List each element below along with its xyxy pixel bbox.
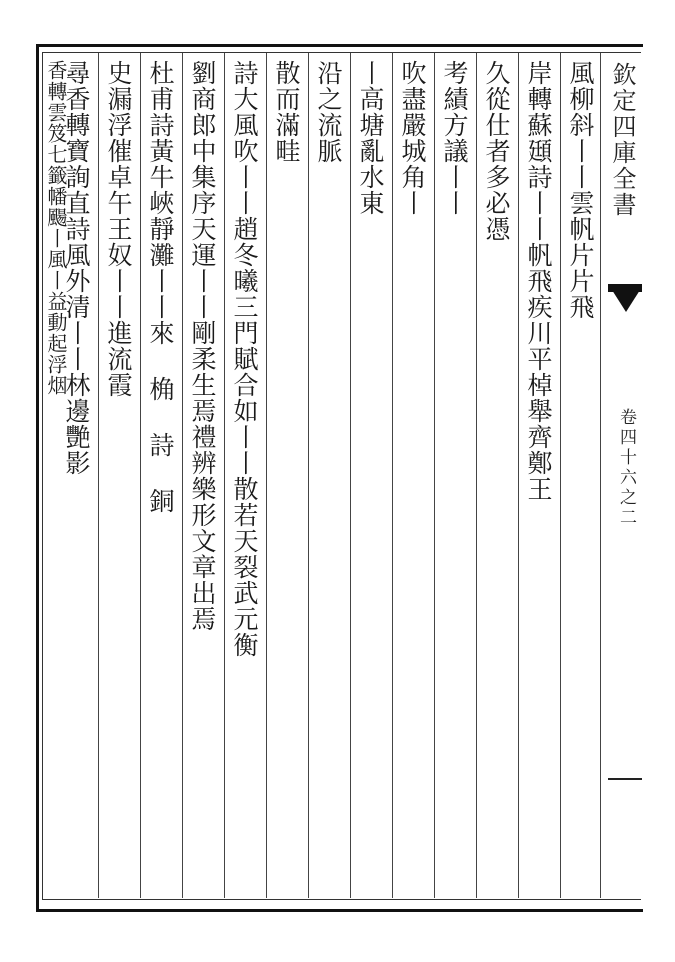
text-column: 考績方議丨丨 <box>440 60 469 216</box>
text-column: 岸轉蘇頲詩丨丨帆飛疾川平棹舉齊鄭王 <box>524 60 553 502</box>
column-divider <box>350 53 351 898</box>
column-divider <box>434 53 435 898</box>
column-divider <box>266 53 267 898</box>
text-column: 風柳斜丨丨雲帆片片飛 <box>566 60 595 320</box>
column-divider <box>140 53 141 898</box>
text-column: 史漏浮催卓午王奴丨丨進流霞 <box>104 60 133 398</box>
text-column: 久從仕者多必憑 <box>482 60 511 242</box>
text-column: 沿之流脈 <box>314 60 343 164</box>
column-divider <box>518 53 519 898</box>
text-column: 杜甫詩黃牛峽靜灘丨丨來 桷 詩 銅 <box>146 60 175 514</box>
column-divider <box>308 53 309 898</box>
text-column: 香轉雲笈七籤幡颺丨風丨益動起浮烟 <box>44 60 68 396</box>
column-divider <box>600 53 601 898</box>
column-divider <box>476 53 477 898</box>
margin-title: 欽定四庫全書 <box>608 62 636 218</box>
column-divider <box>392 53 393 898</box>
text-column: 尋香轉寶詢直詩風外清丨丨林邊艷影 <box>62 60 91 476</box>
column-divider <box>560 53 561 898</box>
text-column: 詩大風吹丨丨趙冬曦三門賦合如丨丨散若天裂武元衡 <box>230 60 259 658</box>
column-divider <box>224 53 225 898</box>
column-divider <box>182 53 183 898</box>
margin-rule-bottom <box>608 778 642 780</box>
text-column: 吹盡嚴城角丨 <box>398 60 427 216</box>
margin-juan: 卷四十六之二 <box>616 408 636 528</box>
text-column: 丨高塘亂水東 <box>356 60 385 216</box>
margin-rule <box>600 52 640 53</box>
column-divider <box>98 53 99 898</box>
fish-tail-mark <box>612 290 640 312</box>
text-column: 劉商郎中集序天運丨丨剛柔生焉禮辨樂形文章出焉 <box>188 60 217 632</box>
text-column: 散而滿畦 <box>272 60 301 164</box>
